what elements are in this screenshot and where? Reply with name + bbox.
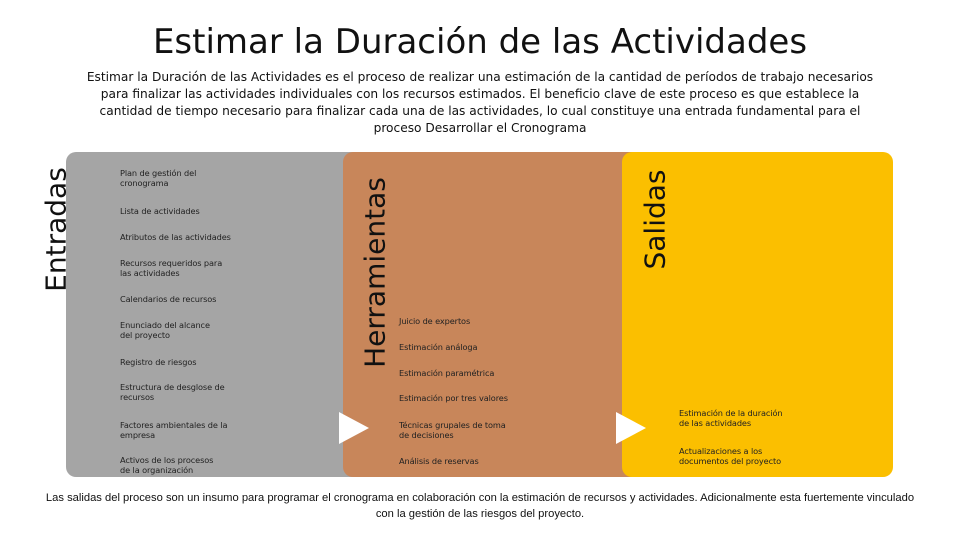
output-item: Estimación de la duración de las actividades: [679, 408, 783, 428]
tool-item: Análisis de reservas: [399, 456, 479, 466]
outputs-label: Salidas: [638, 169, 672, 270]
tools-label: Herramientas: [358, 177, 392, 368]
input-item: Estructura de desglose de recursos: [120, 382, 225, 402]
page-title: Estimar la Duración de las Actividades: [152, 22, 808, 62]
intro-paragraph: Estimar la Duración de las Actividades es el proceso de realizar una estimación de la cantidad de períodos de trabajo necesarios para finalizar las actividades individuales con los recursos estimados. El beneficio clave de este proceso es que establece la cantidad de tiempo necesario para finalizar cada una de las actividades, lo cual constituye una entrada fundamental para el proceso Desarrollar el Cronograma: [86, 70, 874, 135]
input-item: Lista de actividades: [120, 206, 200, 216]
tool-item: Juicio de expertos: [399, 316, 471, 326]
tool-item: Estimación análoga: [399, 342, 478, 352]
footer-note: Las salidas del proceso son un insumo para programar el cronograma en colaboración con la estimación de recursos y actividades. Adicionalmente esta fuertemente vinculado con la gestión de las riesgos del proyecto.: [45, 492, 915, 520]
flow-arrow-icon: [616, 412, 646, 444]
inputs-label: Entradas: [39, 167, 73, 292]
tool-item: Técnicas grupales de toma de decisiones: [399, 420, 506, 440]
input-item: Activos de los procesos de la organización: [120, 455, 214, 475]
input-item: Plan de gestión del cronograma: [120, 168, 197, 188]
flow-arrow-icon: [339, 412, 369, 444]
tool-item: Estimación paramétrica: [399, 368, 495, 378]
input-item: Atributos de las actividades: [120, 232, 231, 242]
input-item: Calendarios de recursos: [120, 294, 217, 304]
input-item: Factores ambientales de la empresa: [120, 420, 228, 440]
tool-item: Estimación por tres valores: [399, 393, 508, 403]
input-item: Registro de riesgos: [120, 357, 197, 367]
output-item: Actualizaciones a los documentos del proyecto: [679, 446, 781, 466]
input-item: Recursos requeridos para las actividades: [120, 258, 223, 278]
input-item: Enunciado del alcance del proyecto: [120, 320, 210, 340]
